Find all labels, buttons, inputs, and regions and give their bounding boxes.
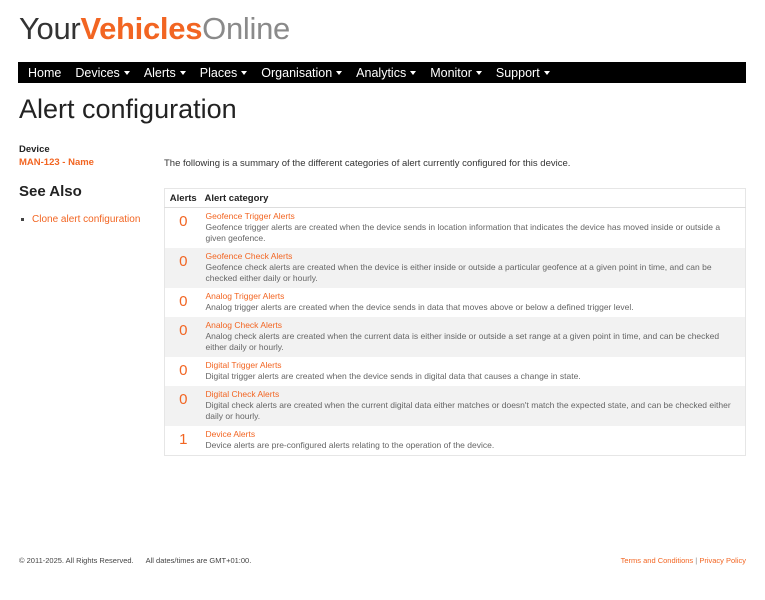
- alert-count: 1: [165, 426, 202, 456]
- alert-count: 0: [165, 208, 202, 249]
- nav-home-label: Home: [28, 65, 62, 80]
- alert-count: 0: [165, 317, 202, 357]
- table-header-row: [165, 189, 746, 208]
- caret-down-icon: [180, 71, 186, 75]
- alert-category-description: Digital trigger alerts are created when the device sends in digital data that causes a change in state.: [205, 371, 581, 381]
- alert-category-description: Device alerts are pre-configured alerts relating to the operation of the device.: [205, 440, 495, 450]
- table-row: [165, 386, 746, 426]
- alert-category-link[interactable]: Device Alerts: [205, 429, 256, 439]
- table-row: [165, 208, 746, 249]
- nav-support-label: Support: [495, 65, 540, 80]
- caret-down-icon: [241, 71, 247, 75]
- nav-analytics[interactable]: [356, 66, 416, 80]
- alert-count: 0: [165, 288, 202, 317]
- alerts-table: [164, 188, 746, 456]
- main-navbar: [18, 62, 746, 83]
- nav-devices[interactable]: [75, 66, 129, 80]
- see-also-list: [19, 214, 140, 225]
- alert-category-cell: [202, 426, 746, 456]
- header-alerts: Alerts: [165, 189, 202, 208]
- alert-category-cell: [202, 288, 746, 317]
- caret-down-icon: [544, 71, 550, 75]
- alert-category-description: Geofence check alerts are created when the device is either inside or outside a particular geofence at a given point in time, and can be checked either daily or hourly.: [205, 262, 712, 283]
- nav-devices-label: Devices: [75, 65, 120, 80]
- nav-support[interactable]: [496, 66, 550, 80]
- footer-separator: |: [695, 556, 698, 565]
- table-row: [165, 317, 746, 357]
- alert-category-link[interactable]: Analog Trigger Alerts: [205, 291, 285, 301]
- alert-category-description: Analog check alerts are created when the current data is either inside or outside a set range at a given point in time, and can be checked either daily or hourly.: [205, 331, 720, 352]
- alert-category-link[interactable]: Digital Check Alerts: [205, 389, 280, 399]
- alert-category-description: Digital check alerts are created when the current digital data either matches or doesn't match the expected state, and can be checked either daily or hourly.: [205, 400, 731, 421]
- nav-alerts-label: Alerts: [143, 65, 176, 80]
- nav-analytics-label: Analytics: [356, 65, 407, 80]
- summary-text: The following is a summary of the different categories of alert currently configured for this device.: [164, 158, 571, 169]
- device-label: Device: [19, 144, 50, 155]
- alert-category-link[interactable]: Digital Trigger Alerts: [205, 360, 282, 370]
- alert-category-description: Geofence trigger alerts are created when the device sends in location information that indicates the device has moved inside or outside a given geofence.: [205, 222, 721, 243]
- footer-timezone: All dates/times are GMT+01:00.: [145, 556, 252, 565]
- header-alert-category: Alert category: [202, 189, 746, 208]
- alert-category-cell: [202, 357, 746, 386]
- nav-monitor[interactable]: [430, 66, 482, 80]
- table-row: [165, 248, 746, 288]
- alert-category-link[interactable]: Geofence Check Alerts: [205, 251, 293, 261]
- nav-places[interactable]: [200, 66, 248, 80]
- nav-alerts[interactable]: [144, 66, 186, 80]
- caret-down-icon: [124, 71, 130, 75]
- caret-down-icon: [410, 71, 416, 75]
- footer-right: [621, 556, 746, 565]
- nav-monitor-label: Monitor: [430, 65, 472, 80]
- alert-category-link[interactable]: Analog Check Alerts: [205, 320, 283, 330]
- caret-down-icon: [476, 71, 482, 75]
- alert-count: 0: [165, 386, 202, 426]
- clone-alert-configuration-link[interactable]: Clone alert configuration: [32, 214, 141, 225]
- logo-part-vehicles: Vehicles: [80, 11, 203, 46]
- alert-count: 0: [165, 357, 202, 386]
- see-also-item: [19, 214, 140, 225]
- table-row: [165, 357, 746, 386]
- table-row: [165, 426, 746, 456]
- alert-category-cell: [202, 248, 746, 288]
- alert-count: 0: [165, 248, 202, 288]
- footer-left: [19, 556, 251, 565]
- privacy-link[interactable]: Privacy Policy: [699, 556, 746, 565]
- table-row: [165, 288, 746, 317]
- bullet-icon: [21, 218, 24, 221]
- device-name-link[interactable]: MAN-123 - Name: [19, 157, 94, 168]
- page-title: Alert configuration: [19, 94, 237, 124]
- alert-category-link[interactable]: Geofence Trigger Alerts: [205, 211, 295, 221]
- alert-category-cell: [202, 317, 746, 357]
- caret-down-icon: [336, 71, 342, 75]
- nav-home[interactable]: [28, 66, 61, 80]
- logo-part-online: Online: [202, 11, 290, 46]
- alert-category-description: Analog trigger alerts are created when the device sends in data that moves above or below a defined trigger level.: [205, 302, 634, 312]
- footer-copyright: © 2011-2025. All Rights Reserved.: [19, 556, 134, 565]
- terms-link[interactable]: Terms and Conditions: [620, 556, 694, 565]
- nav-places-label: Places: [199, 65, 238, 80]
- logo-part-your: Your: [19, 11, 81, 46]
- nav-organisation[interactable]: [261, 66, 342, 80]
- see-also-heading: See Also: [19, 183, 82, 200]
- alert-category-cell: [202, 386, 746, 426]
- site-logo[interactable]: [19, 9, 290, 49]
- nav-organisation-label: Organisation: [261, 65, 333, 80]
- alert-category-cell: [202, 208, 746, 249]
